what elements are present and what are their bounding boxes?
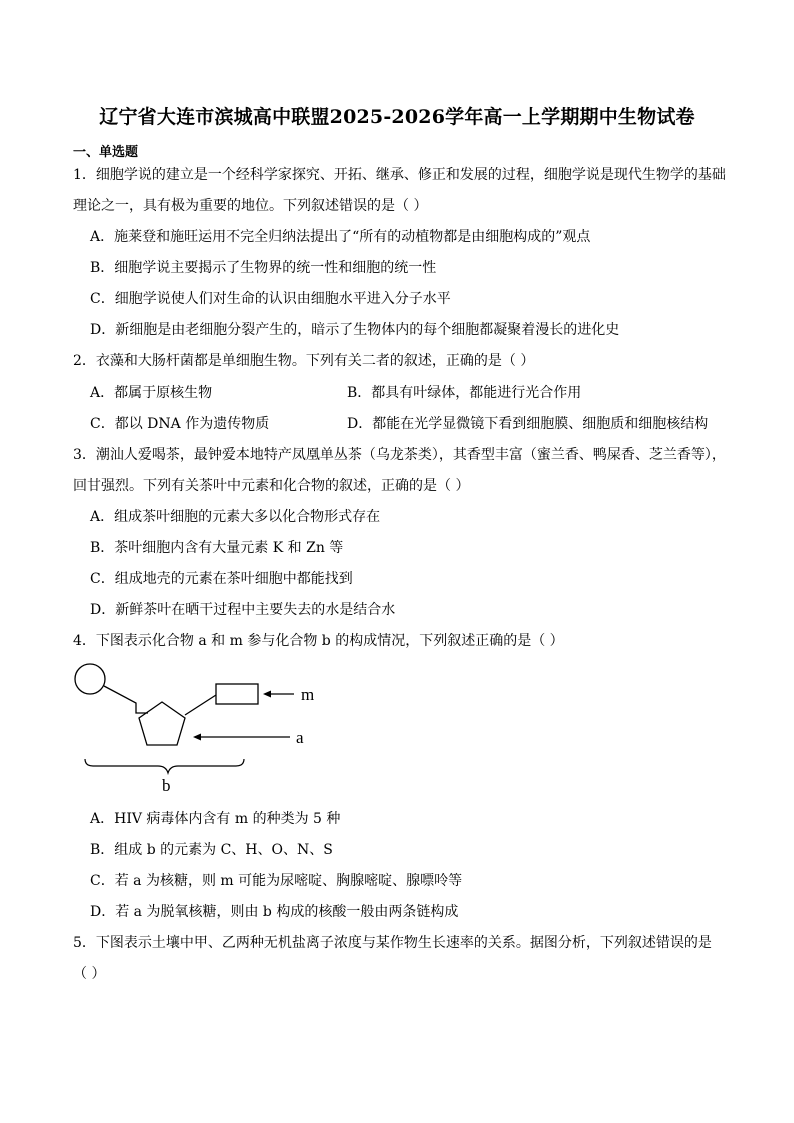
- q2-option-d: D．都能在光学显微镜下看到细胞膜、细胞质和细胞核结构: [347, 416, 709, 432]
- q4-option-c: C．若 a 为核糖，则 m 可能为尿嘧啶、胸腺嘧啶、腺嘌呤等: [90, 873, 463, 889]
- base-rectangle: [216, 684, 258, 704]
- q5-stem-line2: （ ）: [73, 966, 106, 982]
- nucleotide-diagram: [60, 655, 380, 795]
- q3-stem-line1: 3．潮汕人爱喝茶，最钟爱本地特产凤凰单丛茶（乌龙茶类），其香型丰富（蜜兰香、鸭屎香、芝兰香等），: [73, 447, 726, 463]
- base-bond-line: [185, 695, 216, 715]
- q4-option-a: A．HIV 病毒体内含有 m 的种类为 5 种: [90, 811, 341, 827]
- q4-option-b: B．组成 b 的元素为 C、H、O、N、S: [90, 842, 333, 858]
- q3-option-c: C．组成地壳的元素在茶叶细胞中都能找到: [90, 571, 353, 587]
- phosphate-circle: [75, 664, 105, 694]
- q2-option-a: A．都属于原核生物: [90, 385, 213, 401]
- q3-stem-line2: 回甘强烈。下列有关茶叶中元素和化合物的叙述，正确的是（ ）: [73, 478, 470, 494]
- label-b: b: [162, 776, 171, 795]
- page-title: 辽宁省大连市滨城高中联盟2025-2026学年高一上学期期中生物试卷: [99, 106, 695, 128]
- q1-option-c: C．细胞学说使人们对生命的认识由细胞水平进入分子水平: [90, 291, 451, 307]
- q1-option-d: D．新细胞是由老细胞分裂产生的，暗示了生物体内的每个细胞都凝聚着漫长的进化史: [90, 322, 620, 338]
- q1-option-a: A．施莱登和施旺运用不完全归纳法提出了“所有的动植物都是由细胞构成的”观点: [90, 229, 591, 245]
- q1-option-b: B．细胞学说主要揭示了生物界的统一性和细胞的统一性: [90, 260, 437, 276]
- brace: [85, 759, 244, 773]
- q4-option-d: D．若 a 为脱氧核糖，则由 b 构成的核酸一般由两条链构成: [90, 904, 459, 920]
- q3-option-a: A．组成茶叶细胞的元素大多以化合物形式存在: [90, 509, 381, 525]
- arrow-a-head: [193, 734, 201, 741]
- arrow-m-head: [263, 691, 271, 698]
- q2-stem: 2．衣藻和大肠杆菌都是单细胞生物。下列有关二者的叙述，正确的是（ ）: [73, 353, 535, 369]
- q3-option-b: B．茶叶细胞内含有大量元素 K 和 Zn 等: [90, 540, 344, 556]
- phosphate-bond-line: [104, 686, 148, 713]
- label-m: m: [301, 685, 315, 704]
- label-a: a: [296, 728, 304, 747]
- q1-stem-line1: 1．细胞学说的建立是一个经科学家探究、开拓、继承、修正和发展的过程，细胞学说是现代生物学的基础: [73, 167, 726, 183]
- section-heading: 一、单选题: [73, 145, 139, 160]
- q2-option-b: B．都具有叶绿体，都能进行光合作用: [347, 385, 582, 401]
- pentose-pentagon: [139, 702, 185, 745]
- q3-option-d: D．新鲜茶叶在晒干过程中主要失去的水是结合水: [90, 602, 396, 618]
- q2-option-c: C．都以 DNA 作为遗传物质: [90, 416, 270, 432]
- q5-stem-line1: 5．下图表示土壤中甲、乙两种无机盐离子浓度与某作物生长速率的关系。据图分析，下列叙述错误的是: [73, 935, 712, 951]
- q1-stem-line2: 理论之一，具有极为重要的地位。下列叙述错误的是（ ）: [73, 198, 428, 214]
- q4-stem: 4．下图表示化合物 a 和 m 参与化合物 b 的构成情况，下列叙述正确的是（ ）: [73, 633, 564, 649]
